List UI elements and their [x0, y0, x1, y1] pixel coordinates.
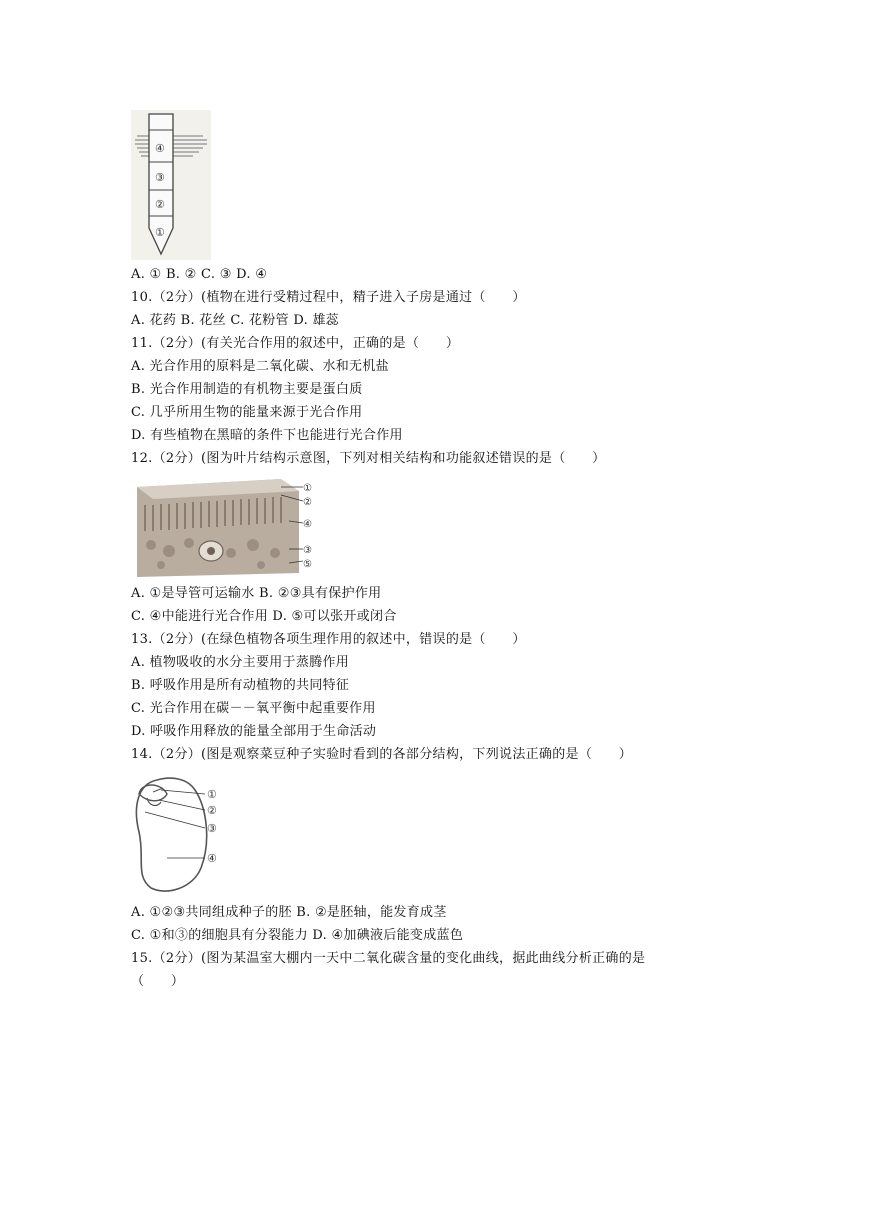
fig-label-5: ⑤ — [303, 559, 312, 570]
q11-option-c: C. 几乎所用生物的能量来源于光合作用 — [131, 405, 363, 420]
leaf-structure-figure — [131, 473, 321, 581]
q15-stem: 15.（2分）(图为某温室大棚内一天中二氧化碳含量的变化曲线，据此曲线分析正确的是 — [131, 951, 646, 966]
q14-options-ab: A. ①②③共同组成种子的胚 B. ②是胚轴，能发育成茎 — [131, 905, 447, 920]
fig-label-3: ③ — [207, 822, 217, 835]
q10-stem: 10.（2分）(植物在进行受精过程中，精子进入子房是通过（ ） — [131, 290, 526, 305]
q12-options-ab: A. ①是导管可运输水 B. ②③具有保护作用 — [131, 586, 382, 601]
bean-seed-figure — [131, 772, 251, 896]
q13-option-c: C. 光合作用在碳－－氧平衡中起重要作用 — [131, 701, 376, 716]
fig-label-4: ④ — [155, 142, 165, 155]
q11-option-b: B. 光合作用制造的有机物主要是蛋白质 — [131, 382, 363, 397]
fig-label-4: ④ — [207, 852, 217, 865]
fig-label-1: ① — [303, 483, 312, 494]
q13-option-d: D. 呼吸作用释放的能量全部用于生命活动 — [131, 724, 377, 739]
q9-options: A. ① B. ② C. ③ D. ④ — [131, 267, 268, 282]
fig-label-2: ② — [155, 198, 165, 211]
fig-label-3: ③ — [303, 545, 312, 556]
fig-label-1: ① — [155, 226, 165, 239]
q12-options-cd: C. ④中能进行光合作用 D. ⑤可以张开或闭合 — [131, 609, 397, 624]
q14-options-cd: C. ①和③的细胞具有分裂能力 D. ④加碘液后能变成蓝色 — [131, 928, 464, 943]
q13-option-b: B. 呼吸作用是所有动植物的共同特征 — [131, 678, 350, 693]
root-tip-figure — [131, 110, 211, 260]
q13-stem: 13.（2分）(在绿色植物各项生理作用的叙述中，错误的是（ ） — [131, 632, 526, 647]
fig-label-1: ① — [207, 788, 217, 801]
q11-stem: 11.（2分）(有关光合作用的叙述中，正确的是（ ） — [131, 336, 460, 351]
fig-label-4: ④ — [303, 519, 312, 530]
q15-paren: （ ） — [131, 974, 185, 989]
q11-option-a: A. 光合作用的原料是二氧化碳、水和无机盐 — [131, 359, 389, 374]
fig-label-2: ② — [303, 497, 312, 508]
q13-option-a: A. 植物吸收的水分主要用于蒸腾作用 — [131, 655, 350, 670]
fig-label-3: ③ — [155, 171, 165, 184]
fig-label-2: ② — [207, 804, 217, 817]
q10-options: A. 花药 B. 花丝 C. 花粉管 D. 雄蕊 — [131, 313, 340, 328]
q11-option-d: D. 有些植物在黑暗的条件下也能进行光合作用 — [131, 428, 403, 443]
q14-stem: 14.（2分）(图是观察菜豆种子实验时看到的各部分结构，下列说法正确的是（ ） — [131, 747, 633, 762]
q12-stem: 12.（2分）(图为叶片结构示意图，下列对相关结构和功能叙述错误的是（ ） — [131, 451, 606, 466]
